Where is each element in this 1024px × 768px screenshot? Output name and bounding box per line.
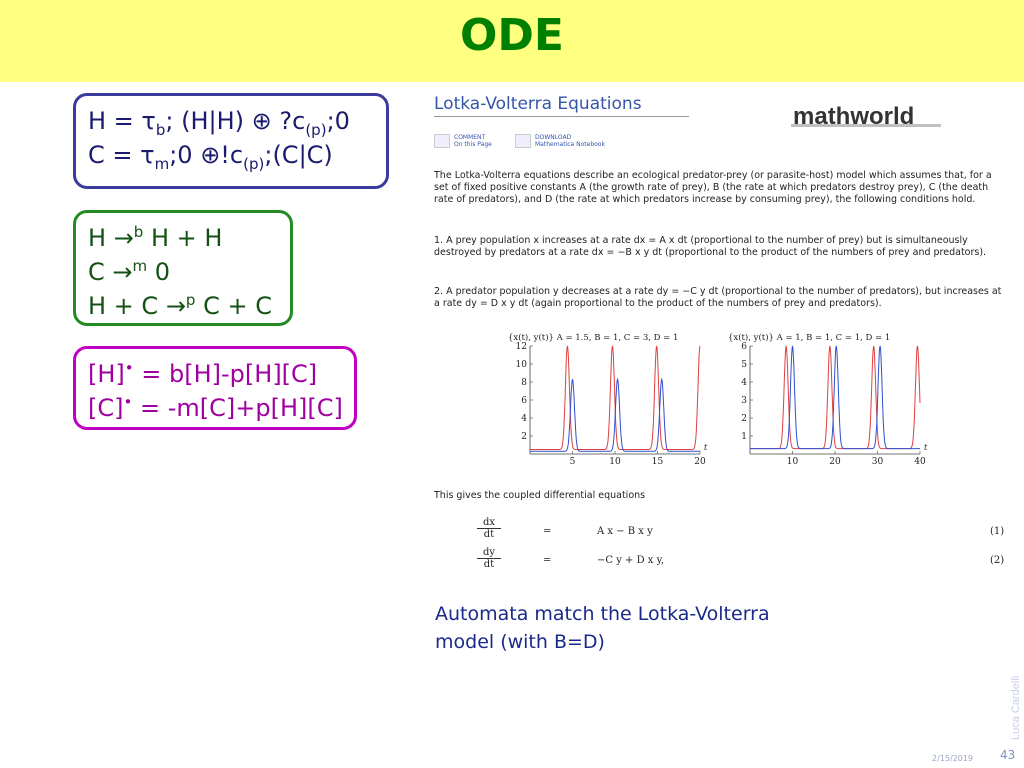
x-tick-label: 20 (829, 457, 841, 467)
point-1: 1. A prey population x increases at a rate dx = A x dt (proportional to the number of prey) but is simultaneously destroyed by predators at a rate dx = −B x y dt (proportional to the product of the numbers of prey and predators). (434, 235, 987, 258)
ode-rhs: = -m[C]+p[H][C] (132, 394, 343, 422)
x-tick-label: 30 (871, 457, 884, 467)
lv-plot-2 (728, 330, 928, 470)
reaction-row (88, 255, 278, 289)
coupled-text: This gives the coupled differential equations (434, 490, 646, 501)
c-sub: (p) (305, 120, 327, 139)
svg-text:Luca Cardelli: Luca Cardelli (1010, 675, 1022, 740)
plot-title: {x(t), y(t)} A = 1, B = 1, C = 1, D = 1 (728, 333, 891, 343)
y-tick-label: 4 (741, 378, 747, 388)
x-tick-label: 10 (786, 457, 799, 467)
y-tick-label: 2 (521, 432, 527, 442)
reaction-row (88, 289, 278, 323)
series-line-x(t) (530, 346, 700, 450)
eq1-tag: (1) (990, 526, 1005, 537)
h-mid: ; (H|H) ⊕ ?c (165, 107, 306, 135)
download-link[interactable] (515, 134, 605, 148)
arrow-icon: → (113, 224, 134, 252)
x-tick-label: 5 (569, 457, 576, 467)
ode-lhs: [H] (88, 360, 125, 388)
eq2-rhs: −C y + D x y, (597, 555, 665, 566)
automata-box (73, 93, 389, 189)
eq1-equals: = (543, 526, 552, 537)
plot-title: {x(t), y(t)} A = 1.5, B = 1, C = 3, D = 1 (508, 333, 679, 343)
y-tick-label: 6 (521, 396, 527, 406)
eq2-equals: = (543, 555, 552, 566)
x-axis-label: t (924, 443, 928, 452)
eq2-fraction (477, 547, 501, 570)
comment-link-label: COMMENT On this Page (454, 134, 492, 148)
ode-lhs: [C] (88, 394, 124, 422)
odes-box (73, 346, 357, 430)
comment-link[interactable] (434, 134, 492, 148)
y-tick-label: 6 (741, 342, 747, 352)
c-end: ;(C|C) (264, 141, 333, 169)
intro-paragraph: The Lotka-Volterra equations describe an ecological predator-prey (or parasite-host) model which assumes that, for a set of fixed positive constants A (the growth rate of prey), B (the rate at which predators destroy prey), C (the death rate of predators), and D (the rate at which predators increase by consuming prey), the following conditions hold. (434, 170, 992, 205)
automata-c-line (88, 138, 374, 172)
reaction-rate: b (133, 223, 144, 241)
reaction-rhs: 0 (147, 258, 171, 286)
y-tick-label: 4 (521, 414, 527, 424)
x-tick-label: 15 (651, 457, 664, 467)
tau-sub: b (155, 120, 166, 139)
reaction-lhs: H + C (88, 292, 166, 320)
reaction-rhs: C + C (195, 292, 272, 320)
y-tick-label: 3 (741, 396, 747, 406)
c-mid: ;0 ⊕!c (169, 141, 244, 169)
y-tick-label: 12 (515, 342, 527, 352)
ode-row (88, 391, 342, 425)
lv-plot-1 (508, 330, 708, 470)
eq1-rhs: A x − B x y (597, 526, 653, 537)
derivative-dot: • (124, 359, 134, 377)
arrow-icon: → (112, 258, 133, 286)
reactions-box (73, 210, 293, 326)
tau-symbol: τ (140, 141, 155, 169)
derivative-dot: • (123, 393, 133, 411)
page-number: 43 (1000, 748, 1016, 762)
series-line-y(t) (750, 346, 920, 449)
reaction-lhs: C (88, 258, 113, 286)
reaction-rhs: H + H (143, 224, 223, 252)
logo-text: mathworld (793, 104, 915, 130)
c-lhs: C = (88, 141, 141, 169)
mathworld-page-title: Lotka-Volterra Equations (434, 94, 642, 114)
eq2-den: dt (477, 558, 501, 570)
x-tick-label: 40 (914, 457, 926, 467)
author-name (997, 660, 1024, 744)
automata-h-line (88, 104, 374, 138)
y-tick-label: 1 (741, 432, 747, 442)
reaction-rate: m (132, 257, 148, 275)
coupled-equations (425, 515, 1005, 585)
y-tick-label: 10 (515, 360, 527, 370)
c-sub: (p) (243, 154, 265, 173)
slide-title: ODE (460, 10, 564, 61)
eq2-num: dy (482, 547, 496, 558)
reaction-row (88, 221, 278, 255)
arrow-icon: → (165, 292, 186, 320)
tau-sub: m (154, 154, 170, 173)
h-lhs: H = (88, 107, 142, 135)
y-tick-label: 5 (741, 360, 747, 370)
tau-symbol: τ (141, 107, 156, 135)
eq1-den: dt (477, 528, 501, 540)
eq1-fraction (477, 517, 501, 540)
comment-icon (434, 134, 450, 148)
eq2-tag: (2) (990, 555, 1005, 566)
download-link-label: DOWNLOAD Mathematica Notebook (535, 134, 605, 148)
slide-date: 2/15/2019 (932, 754, 974, 763)
ode-row (88, 357, 342, 391)
caption: Automata match the Lotka-Volterra model (with B=D) (435, 603, 770, 653)
point-2: 2. A predator population y decreases at a rate dy = −C y dt (proportional to the number of predators), but increases at a rate dy = D x y dt (again proportional to the product of the numbers of prey and predators). (434, 286, 1002, 309)
reaction-rate: p (185, 291, 196, 309)
y-tick-label: 2 (741, 414, 747, 424)
x-tick-label: 10 (609, 457, 621, 467)
h-end: ;0 (326, 107, 350, 135)
y-tick-label: 8 (521, 378, 527, 388)
title-rule (434, 116, 689, 117)
x-tick-label: 20 (694, 457, 706, 467)
reaction-lhs: H (88, 224, 114, 252)
ode-rhs: = b[H]-p[H][C] (133, 360, 318, 388)
eq1-num: dx (482, 517, 496, 528)
download-icon (515, 134, 531, 148)
mathworld-logo (791, 104, 941, 134)
x-axis-label: t (704, 443, 708, 452)
